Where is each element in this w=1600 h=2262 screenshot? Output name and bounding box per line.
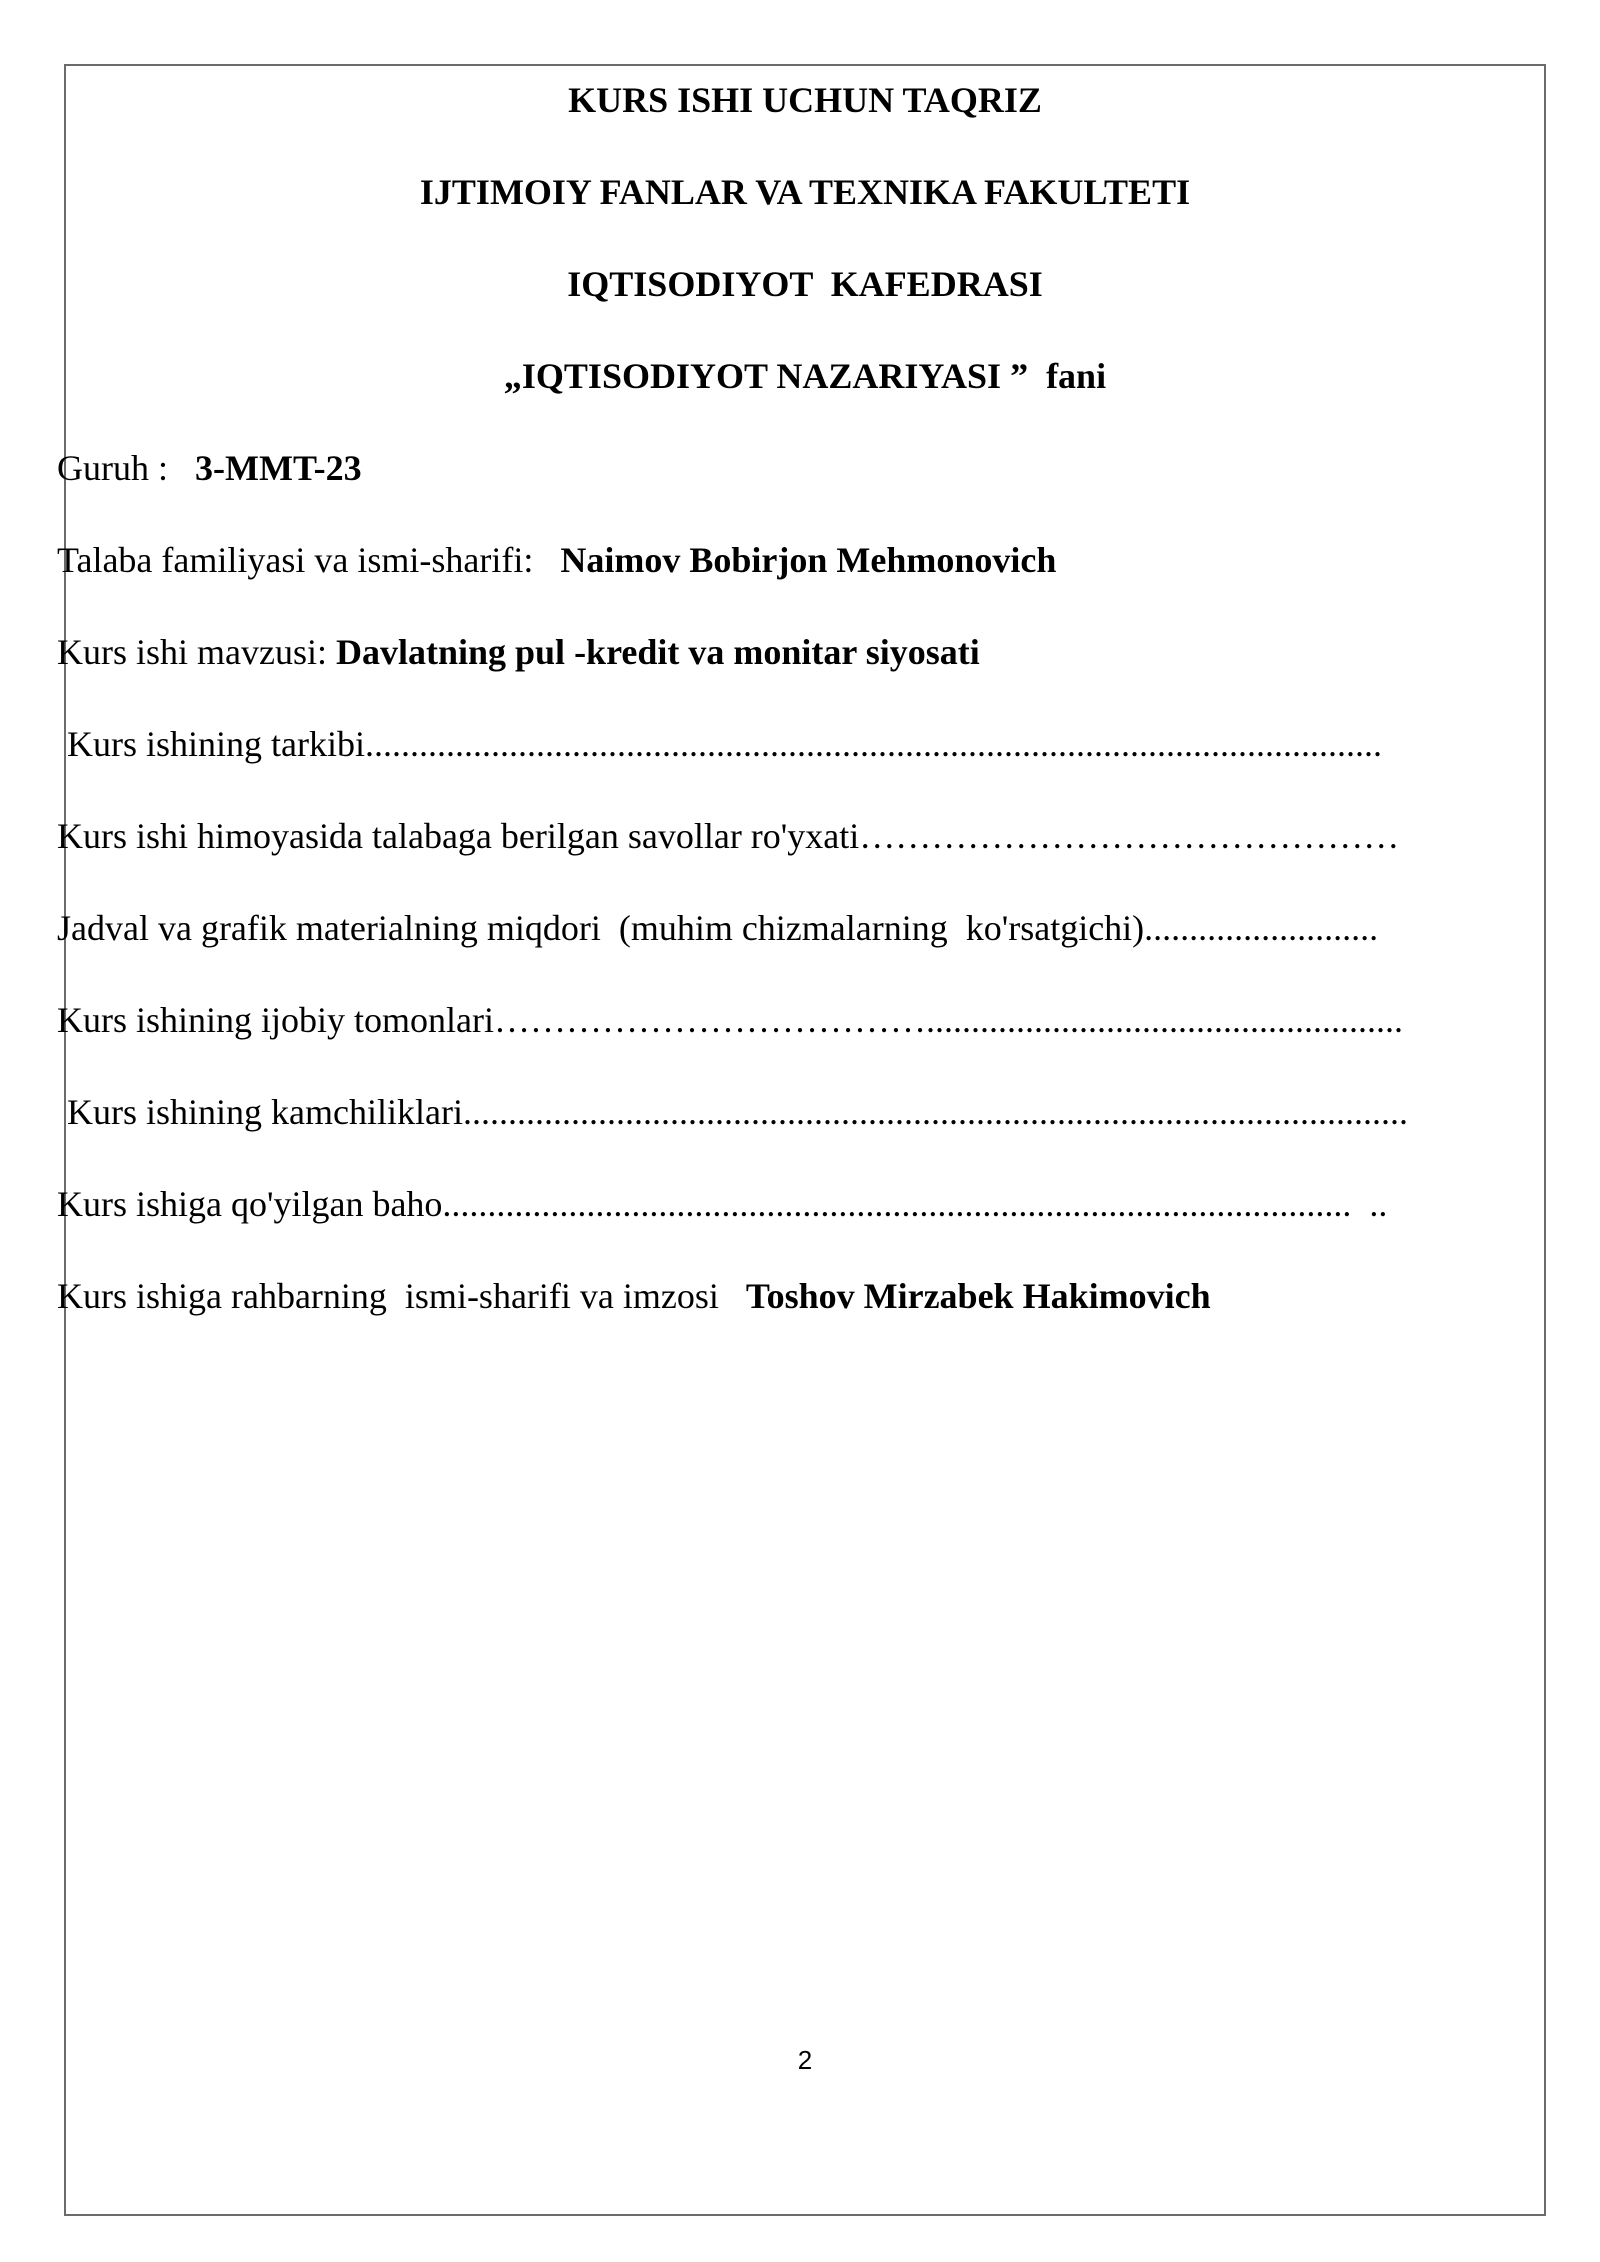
group-row	[57, 446, 362, 490]
document-title: KURS ISHI UCHUN TAQRIZ	[568, 80, 1042, 120]
student-name: Naimov Bobirjon Mehmonovich	[560, 540, 1057, 580]
subject-heading: „IQTISODIYOT NAZARIYASI ” fani	[503, 356, 1107, 396]
grade-row: Kurs ishiga qo'yilgan baho..................................................................................................... ..	[57, 1184, 1388, 1224]
contents-row: Kurs ishining tarkibi.................................................................................................................	[67, 724, 1382, 764]
topic-label: Kurs ishi mavzusi:	[57, 632, 336, 672]
tables-row: Jadval va grafik materialning miqdori (muhim chizmalarning ko'rsatgichi)..........................	[57, 908, 1379, 948]
supervisor-row	[57, 1274, 1211, 1318]
faculty-heading: IJTIMOIY FANLAR VA TEXNIKA FAKULTETI	[419, 172, 1191, 212]
page-number: 2	[797, 2045, 813, 2075]
student-label: Talaba familiyasi va ismi-sharifi:	[57, 540, 561, 580]
group-value: 3-MMT-23	[195, 448, 362, 488]
student-row	[57, 538, 1056, 582]
group-label: Guruh :	[57, 448, 195, 488]
supervisor-label: Kurs ishiga rahbarning ismi-sharifi va imzosi	[57, 1276, 746, 1316]
questions-row: Kurs ishi himoyasida talabaga berilgan savollar ro'yxati………………………………………	[57, 816, 1400, 856]
department-heading: IQTISODIYOT KAFEDRASI	[567, 264, 1043, 304]
supervisor-name: Toshov Mirzabek Hakimovich	[745, 1276, 1211, 1316]
shortcomings-row: Kurs ishining kamchiliklari.........................................................................................................	[67, 1092, 1408, 1132]
positives-row: Kurs ishining ijobiy tomonlari……………………………….....................................................	[57, 1000, 1403, 1040]
topic-row	[57, 630, 980, 674]
topic-value: Davlatning pul -kredit va monitar siyosati	[335, 632, 980, 672]
